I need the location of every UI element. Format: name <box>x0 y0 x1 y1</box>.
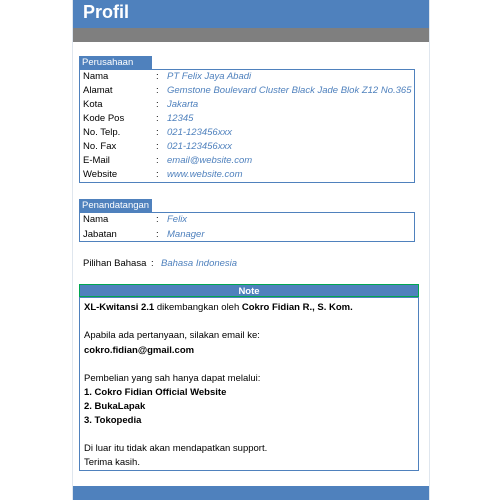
note-support-line: Di luar itu tidak akan mendapatkan support. <box>84 443 268 454</box>
company-fax-value[interactable]: 021-123456xxx <box>167 141 232 152</box>
signer-position-value[interactable]: Manager <box>167 229 205 240</box>
field-label: E-Mail <box>83 155 110 166</box>
language-row <box>83 257 413 271</box>
colon: : <box>156 71 159 82</box>
signer-section-header: Penandatangan <box>79 199 152 212</box>
divider-bar <box>73 28 429 42</box>
colon: : <box>151 258 154 269</box>
company-website-value[interactable]: www.website.com <box>167 169 243 180</box>
company-section <box>79 69 415 183</box>
document-sheet <box>72 0 430 500</box>
company-phone-value[interactable]: 021-123456xxx <box>167 127 232 138</box>
colon: : <box>156 85 159 96</box>
colon: : <box>156 141 159 152</box>
field-label: No. Fax <box>83 141 117 152</box>
note-thanks-line: Terima kasih. <box>84 457 140 468</box>
field-label: Kota <box>83 99 103 110</box>
page-title: Profil <box>83 2 130 22</box>
note-header: Note <box>79 284 419 297</box>
colon: : <box>156 99 159 110</box>
note-item: 1. Cokro Fidian Official Website <box>84 387 227 398</box>
note-item: 2. BukaLapak <box>84 401 146 412</box>
author-name: Cokro Fidian R., S. Kom. <box>241 302 353 313</box>
colon: : <box>156 214 159 225</box>
colon: : <box>156 169 159 180</box>
note-box <box>79 297 419 471</box>
field-label: Nama <box>83 71 109 82</box>
credit-text: dikembangkan oleh <box>154 302 242 313</box>
field-label: Kode Pos <box>83 113 125 124</box>
company-section-header: Perusahaan <box>79 56 152 69</box>
field-label: Alamat <box>83 85 113 96</box>
language-label: Pilihan Bahasa <box>83 258 147 269</box>
field-label: No. Telp. <box>83 127 121 138</box>
colon: : <box>156 113 159 124</box>
language-value[interactable]: Bahasa Indonesia <box>161 258 238 269</box>
company-city-value[interactable]: Jakarta <box>167 99 199 110</box>
note-purchase-line: Pembelian yang sah hanya dapat melalui: <box>84 373 261 384</box>
colon: : <box>156 127 159 138</box>
signer-name-value[interactable]: Felix <box>167 214 188 225</box>
colon: : <box>156 229 159 240</box>
company-postal-code-value[interactable]: 12345 <box>167 113 194 124</box>
field-label: Jabatan <box>83 229 117 240</box>
colon: : <box>156 155 159 166</box>
signer-section <box>79 212 415 242</box>
note-item: 3. Tokopedia <box>84 415 142 426</box>
field-label: Nama <box>83 214 109 225</box>
company-name-value[interactable]: PT Felix Jaya Abadi <box>167 71 252 82</box>
note-credit-line <box>84 301 353 314</box>
note-email: cokro.fidian@gmail.com <box>84 345 195 356</box>
company-address-value[interactable]: Gemstone Boulevard Cluster Black Jade Blok Z12 No.365 <box>167 85 412 96</box>
company-email-value[interactable]: email@website.com <box>167 155 253 166</box>
footer-bar <box>73 486 429 500</box>
note-question-line: Apabila ada pertanyaan, silakan email ke: <box>84 330 260 341</box>
field-label: Website <box>83 169 118 180</box>
title-bar <box>73 0 429 28</box>
product-name: XL-Kwitansi 2.1 <box>84 302 155 313</box>
